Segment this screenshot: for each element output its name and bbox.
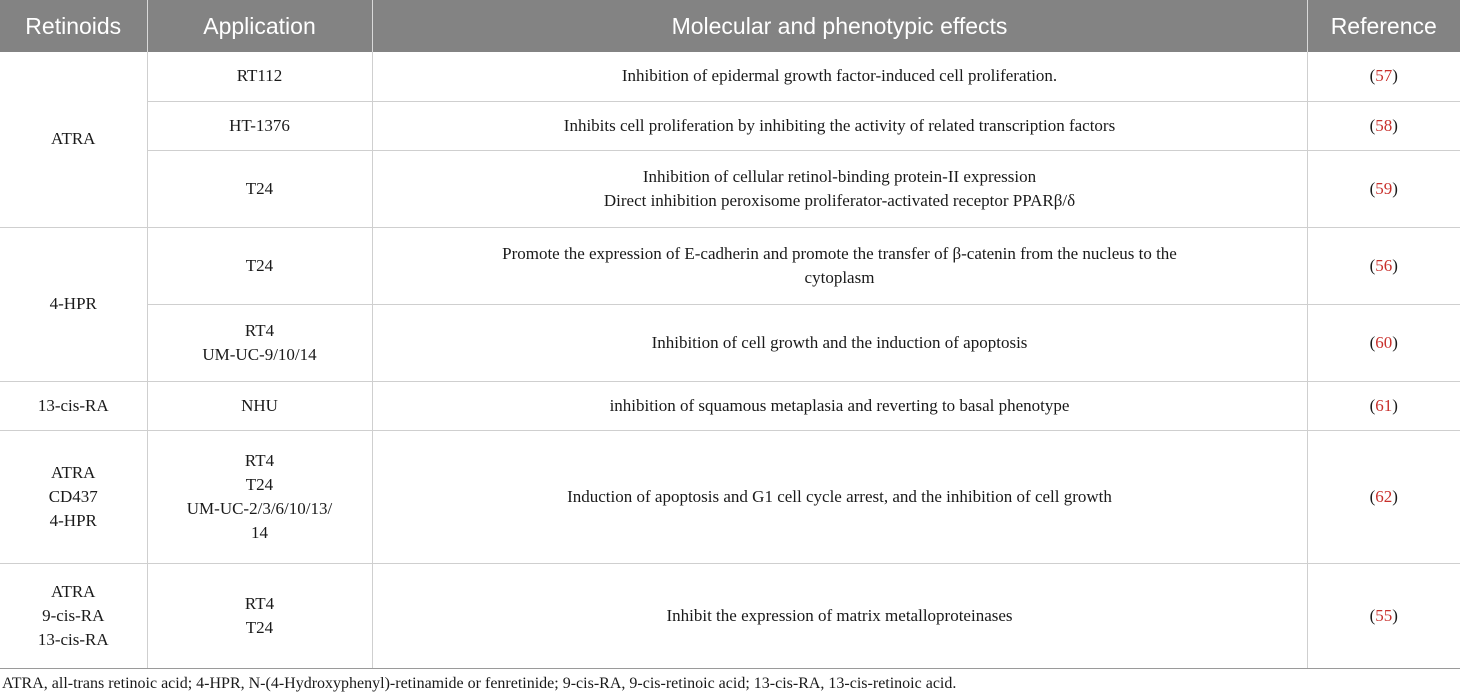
- paren-open: (: [1369, 178, 1376, 198]
- cell-line: Promote the expression of E-cadherin and promote the transfer of β-catenin from the nucleus to the: [502, 243, 1177, 263]
- cell-line: T24: [245, 617, 274, 637]
- cell-effects: [372, 101, 1307, 150]
- table-footnote: ATRA, all-trans retinoic acid; 4-HPR, N-(4-Hydroxyphenyl)-retinamide or fenretinide; 9-cis-RA, 9-cis-retinoic acid; 13-cis-RA, 13-cis-retinoic acid.: [2, 675, 957, 692]
- cell-effects: [372, 563, 1307, 668]
- cell-line: Inhibits cell proliferation by inhibiting the activity of related transcription factors: [563, 115, 1116, 135]
- header-row: [0, 0, 1460, 52]
- paren-close: ): [1392, 115, 1398, 135]
- cell-effects: [372, 304, 1307, 381]
- cell-retinoids: [0, 430, 147, 563]
- cell-application: [147, 304, 372, 381]
- paren-open: (: [1369, 66, 1376, 86]
- paren-close: ): [1392, 486, 1398, 506]
- reference-link[interactable]: 59: [1375, 178, 1393, 198]
- cell-effects: [372, 381, 1307, 430]
- cell-application: [147, 150, 372, 227]
- cell-line: 13-cis-RA: [37, 395, 109, 415]
- cell-line: T24: [245, 255, 274, 275]
- header-reference: Reference: [1307, 0, 1460, 52]
- cell-line: Inhibition of epidermal growth factor-induced cell proliferation.: [621, 66, 1058, 86]
- table-row: [0, 430, 1460, 563]
- cell-reference: [1307, 304, 1460, 381]
- paren-close: ): [1392, 178, 1398, 198]
- cell-retinoids: [0, 381, 147, 430]
- cell-line: ATRA: [51, 581, 96, 601]
- cell-line: ATRA: [51, 462, 96, 482]
- cell-line: ATRA: [51, 129, 96, 149]
- cell-line: RT4: [244, 320, 275, 340]
- cell-reference: [1307, 150, 1460, 227]
- cell-retinoids: [0, 52, 147, 227]
- paren-open: (: [1369, 605, 1376, 625]
- cell-line: inhibition of squamous metaplasia and reverting to basal phenotype: [609, 395, 1070, 415]
- table-row: [0, 150, 1460, 227]
- paren-close: ): [1392, 395, 1398, 415]
- cell-line: T24: [245, 474, 274, 494]
- cell-retinoids: [0, 227, 147, 381]
- reference-link[interactable]: 58: [1375, 115, 1393, 135]
- cell-application: [147, 430, 372, 563]
- cell-line: Inhibition of cell growth and the induction of apoptosis: [651, 332, 1028, 352]
- cell-line: 13-cis-RA: [37, 629, 109, 649]
- paren-close: ): [1392, 332, 1398, 352]
- cell-line: UM-UC-9/10/14: [202, 344, 317, 364]
- table-row: [0, 52, 1460, 101]
- cell-application: [147, 101, 372, 150]
- cell-retinoids: [0, 563, 147, 668]
- paren-open: (: [1369, 486, 1376, 506]
- table-row: [0, 101, 1460, 150]
- cell-line: T24: [245, 178, 274, 198]
- cell-line: cytoplasm: [804, 267, 875, 287]
- paren-open: (: [1369, 332, 1376, 352]
- cell-line: NHU: [241, 395, 278, 415]
- cell-application: [147, 227, 372, 304]
- paren-open: (: [1369, 395, 1376, 415]
- reference-link[interactable]: 60: [1375, 332, 1393, 352]
- paren-close: ): [1392, 66, 1398, 86]
- cell-line: Induction of apoptosis and G1 cell cycle arrest, and the inhibition of cell growth: [567, 486, 1112, 506]
- cell-reference: [1307, 227, 1460, 304]
- cell-effects: [372, 227, 1307, 304]
- table-row: [0, 563, 1460, 668]
- table-body: [0, 52, 1460, 668]
- reference-link[interactable]: 56: [1375, 255, 1393, 275]
- cell-line: 4-HPR: [49, 294, 97, 313]
- cell-effects: [372, 52, 1307, 101]
- cell-line: Direct inhibition peroxisome proliferator-activated receptor PPARβ/δ: [603, 190, 1076, 210]
- cell-reference: [1307, 52, 1460, 101]
- cell-line: RT112: [236, 66, 283, 86]
- header-retinoids: Retinoids: [0, 0, 147, 52]
- paren-close: ): [1392, 605, 1398, 625]
- reference-link[interactable]: 62: [1375, 486, 1393, 506]
- cell-reference: [1307, 430, 1460, 563]
- cell-line: Inhibit the expression of matrix metalloproteinases: [666, 605, 1013, 625]
- table-row: [0, 227, 1460, 304]
- cell-line: 4-HPR: [49, 510, 97, 530]
- cell-line: HT-1376: [229, 115, 290, 135]
- cell-application: [147, 563, 372, 668]
- cell-line: RT4: [244, 593, 275, 613]
- table-row: [0, 381, 1460, 430]
- table-row: [0, 304, 1460, 381]
- reference-link[interactable]: 55: [1375, 605, 1393, 625]
- header-effects: Molecular and phenotypic effects: [372, 0, 1307, 52]
- cell-line: 14: [251, 522, 268, 542]
- cell-line: RT4: [244, 450, 275, 470]
- cell-line: CD437: [48, 486, 98, 506]
- cell-reference: [1307, 563, 1460, 668]
- paren-open: (: [1369, 115, 1376, 135]
- cell-application: [147, 52, 372, 101]
- cell-line: UM-UC-2/3/6/10/13/: [186, 498, 333, 518]
- cell-line: Inhibition of cellular retinol-binding protein-II expression: [642, 166, 1037, 186]
- cell-reference: [1307, 381, 1460, 430]
- paren-open: (: [1369, 255, 1376, 275]
- reference-link[interactable]: 61: [1375, 395, 1393, 415]
- reference-link[interactable]: 57: [1375, 66, 1393, 86]
- cell-line: 9-cis-RA: [42, 605, 105, 625]
- cell-application: [147, 381, 372, 430]
- cell-effects: [372, 430, 1307, 563]
- cell-effects: [372, 150, 1307, 227]
- header-application: Application: [147, 0, 372, 52]
- cell-reference: [1307, 101, 1460, 150]
- paren-close: ): [1392, 255, 1398, 275]
